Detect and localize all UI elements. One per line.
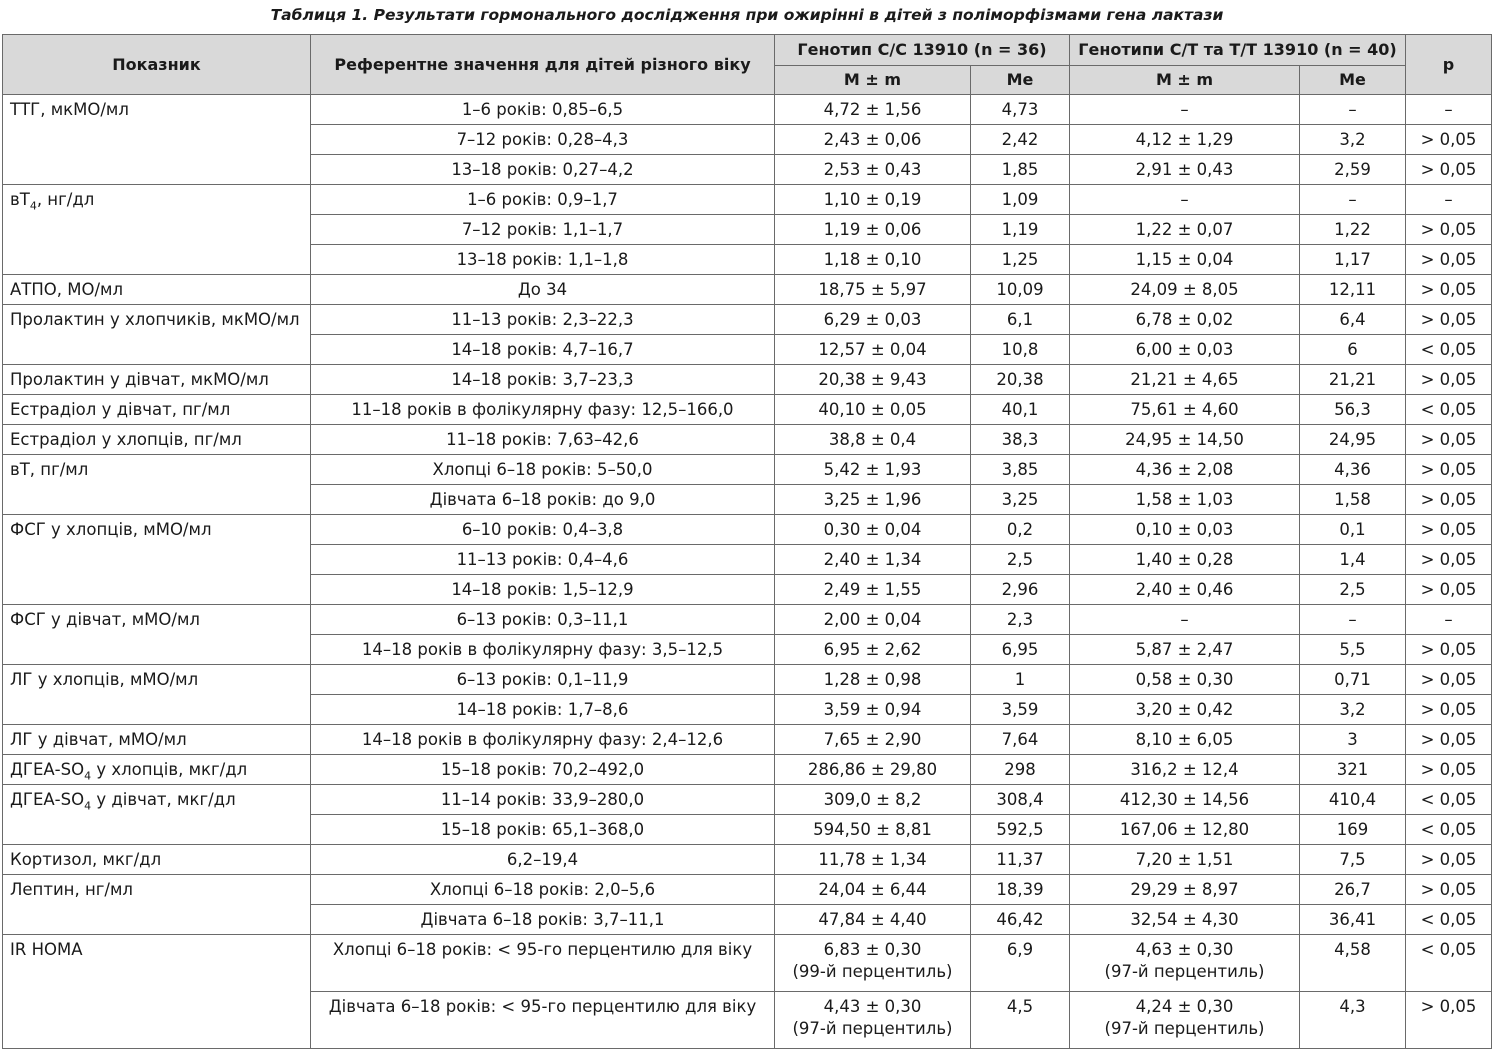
header-median-cc: Me — [971, 66, 1070, 95]
median-cc: 3,59 — [971, 695, 1070, 725]
header-median-ct-tt: Me — [1300, 66, 1406, 95]
reference-value: 15–18 років: 70,2–492,0 — [311, 755, 775, 785]
table-row — [3, 365, 1492, 395]
mean-ct-tt: 1,58 ± 1,03 — [1070, 485, 1300, 515]
indicator-name: Естрадіол у дівчат, пг/мл — [3, 395, 311, 425]
median-ct-tt: 6 — [1300, 335, 1406, 365]
table-header — [3, 35, 1492, 95]
p-value: > 0,05 — [1406, 425, 1492, 455]
p-value: > 0,05 — [1406, 665, 1492, 695]
p-value: > 0,05 — [1406, 455, 1492, 485]
reference-value: 11–13 років: 0,4–4,6 — [311, 545, 775, 575]
mean-cc: 18,75 ± 5,97 — [775, 275, 971, 305]
mean-ct-tt: 7,20 ± 1,51 — [1070, 845, 1300, 875]
median-cc: 4,5 — [971, 992, 1070, 1049]
mean-cc: 24,04 ± 6,44 — [775, 875, 971, 905]
indicator-name: IR HOMA — [3, 935, 311, 1049]
mean-ct-tt — [1070, 935, 1300, 992]
indicator-name: ДГЕА-$SO_4$ у дівчат, мкг/дл — [3, 785, 311, 845]
indicator-name: ФСГ у дівчат, мМО/мл — [3, 605, 311, 665]
table-body — [3, 95, 1492, 1049]
table-row — [3, 755, 1492, 785]
reference-value: До 34 — [311, 275, 775, 305]
median-cc: 18,39 — [971, 875, 1070, 905]
median-ct-tt: 56,3 — [1300, 395, 1406, 425]
mean-cc: 286,86 ± 29,80 — [775, 755, 971, 785]
mean-ct-tt-value: 4,24 ± 0,30 — [1135, 997, 1234, 1016]
median-ct-tt: 3,2 — [1300, 695, 1406, 725]
median-ct-tt: 0,1 — [1300, 515, 1406, 545]
mean-ct-tt: – — [1070, 95, 1300, 125]
mean-ct-tt: 2,40 ± 0,46 — [1070, 575, 1300, 605]
median-ct-tt: 4,58 — [1300, 935, 1406, 992]
reference-value: 1–6 років: 0,9–1,7 — [311, 185, 775, 215]
median-cc: 1,19 — [971, 215, 1070, 245]
mean-ct-tt: 21,21 ± 4,65 — [1070, 365, 1300, 395]
mean-ct-tt: 2,91 ± 0,43 — [1070, 155, 1300, 185]
table-row — [3, 935, 1492, 992]
p-value: > 0,05 — [1406, 545, 1492, 575]
reference-value: 11–14 років: 33,9–280,0 — [311, 785, 775, 815]
table-row — [3, 605, 1492, 635]
hormone-results-table — [2, 34, 1492, 1049]
mean-cc: 2,49 ± 1,55 — [775, 575, 971, 605]
mean-ct-tt: 412,30 ± 14,56 — [1070, 785, 1300, 815]
mean-ct-tt: – — [1070, 185, 1300, 215]
reference-value: 6–13 років: 0,3–11,1 — [311, 605, 775, 635]
header-mean-ct-tt: M ± m — [1070, 66, 1300, 95]
mean-ct-tt: 1,40 ± 0,28 — [1070, 545, 1300, 575]
mean-ct-tt: 0,58 ± 0,30 — [1070, 665, 1300, 695]
table-row — [3, 395, 1492, 425]
median-cc: 6,9 — [971, 935, 1070, 992]
p-value: > 0,05 — [1406, 755, 1492, 785]
reference-value: Дівчата 6–18 років: до 9,0 — [311, 485, 775, 515]
mean-cc: 594,50 ± 8,81 — [775, 815, 971, 845]
p-value: < 0,05 — [1406, 395, 1492, 425]
mean-ct-tt: 1,15 ± 0,04 — [1070, 245, 1300, 275]
mean-cc: 309,0 ± 8,2 — [775, 785, 971, 815]
reference-value: 14–18 років: 3,7–23,3 — [311, 365, 775, 395]
p-value: – — [1406, 95, 1492, 125]
reference-value: 13–18 років: 1,1–1,8 — [311, 245, 775, 275]
median-cc: 2,3 — [971, 605, 1070, 635]
mean-cc: 7,65 ± 2,90 — [775, 725, 971, 755]
median-ct-tt: 21,21 — [1300, 365, 1406, 395]
median-cc: 308,4 — [971, 785, 1070, 815]
mean-ct-tt: 4,12 ± 1,29 — [1070, 125, 1300, 155]
reference-value: Дівчата 6–18 років: < 95-го перцентилю для віку — [311, 992, 775, 1049]
header-mean-cc: M ± m — [775, 66, 971, 95]
mean-ct-tt — [1070, 992, 1300, 1049]
table-row — [3, 185, 1492, 215]
median-ct-tt: 3,2 — [1300, 125, 1406, 155]
mean-ct-tt: 1,22 ± 0,07 — [1070, 215, 1300, 245]
reference-value: 6–13 років: 0,1–11,9 — [311, 665, 775, 695]
reference-value: 7–12 років: 1,1–1,7 — [311, 215, 775, 245]
median-cc: 0,2 — [971, 515, 1070, 545]
mean-cc: 2,40 ± 1,34 — [775, 545, 971, 575]
table-row — [3, 785, 1492, 815]
mean-cc-percentile-note: (97-й перцентиль) — [792, 1019, 953, 1038]
mean-ct-tt: 6,00 ± 0,03 — [1070, 335, 1300, 365]
mean-cc: 1,10 ± 0,19 — [775, 185, 971, 215]
p-value: > 0,05 — [1406, 695, 1492, 725]
table-row — [3, 425, 1492, 455]
mean-cc: 6,29 ± 0,03 — [775, 305, 971, 335]
mean-cc: 1,18 ± 0,10 — [775, 245, 971, 275]
mean-ct-tt: 4,36 ± 2,08 — [1070, 455, 1300, 485]
reference-value: Хлопці 6–18 років: 2,0–5,6 — [311, 875, 775, 905]
median-cc: 11,37 — [971, 845, 1070, 875]
median-ct-tt: 4,3 — [1300, 992, 1406, 1049]
mean-ct-tt: – — [1070, 605, 1300, 635]
mean-cc: 5,42 ± 1,93 — [775, 455, 971, 485]
median-ct-tt: 7,5 — [1300, 845, 1406, 875]
reference-value: Дівчата 6–18 років: 3,7–11,1 — [311, 905, 775, 935]
median-ct-tt: 4,36 — [1300, 455, 1406, 485]
mean-cc: 20,38 ± 9,43 — [775, 365, 971, 395]
mean-cc-value: 4,43 ± 0,30 — [823, 997, 922, 1016]
p-value: < 0,05 — [1406, 815, 1492, 845]
mean-cc: 11,78 ± 1,34 — [775, 845, 971, 875]
mean-cc: 47,84 ± 4,40 — [775, 905, 971, 935]
p-value: < 0,05 — [1406, 335, 1492, 365]
reference-value: 11–18 років в фолікулярну фазу: 12,5–166,0 — [311, 395, 775, 425]
median-cc: 40,1 — [971, 395, 1070, 425]
median-cc: 1,25 — [971, 245, 1070, 275]
p-value: > 0,05 — [1406, 575, 1492, 605]
table-row — [3, 305, 1492, 335]
mean-cc: 2,00 ± 0,04 — [775, 605, 971, 635]
mean-ct-tt: 75,61 ± 4,60 — [1070, 395, 1300, 425]
median-ct-tt: 26,7 — [1300, 875, 1406, 905]
indicator-name: $вТ_4$, нг/дл — [3, 185, 311, 275]
median-cc: 7,64 — [971, 725, 1070, 755]
header-reference: Референтне значення для дітей різного віку — [311, 35, 775, 95]
median-ct-tt: 410,4 — [1300, 785, 1406, 815]
p-value: > 0,05 — [1406, 875, 1492, 905]
mean-ct-tt-percentile-note: (97-й перцентиль) — [1104, 1019, 1265, 1038]
median-cc: 6,95 — [971, 635, 1070, 665]
indicator-name: АТПО, МО/мл — [3, 275, 311, 305]
table-row — [3, 665, 1492, 695]
indicator-name: ТТГ, мкМО/мл — [3, 95, 311, 185]
median-ct-tt: 1,58 — [1300, 485, 1406, 515]
median-ct-tt: – — [1300, 605, 1406, 635]
median-cc: 6,1 — [971, 305, 1070, 335]
mean-cc: 1,19 ± 0,06 — [775, 215, 971, 245]
median-ct-tt: 3 — [1300, 725, 1406, 755]
table-row — [3, 725, 1492, 755]
reference-value: 14–18 років в фолікулярну фазу: 2,4–12,6 — [311, 725, 775, 755]
median-cc: 1,85 — [971, 155, 1070, 185]
median-cc: 298 — [971, 755, 1070, 785]
p-value: > 0,05 — [1406, 155, 1492, 185]
p-value: > 0,05 — [1406, 725, 1492, 755]
median-cc: 2,5 — [971, 545, 1070, 575]
reference-value: 11–13 років: 2,3–22,3 — [311, 305, 775, 335]
mean-cc-value: 6,83 ± 0,30 — [823, 940, 922, 959]
reference-value: 14–18 років в фолікулярну фазу: 3,5–12,5 — [311, 635, 775, 665]
p-value: – — [1406, 185, 1492, 215]
median-ct-tt: 169 — [1300, 815, 1406, 845]
indicator-name: Пролактин у хлопчиків, мкМО/мл — [3, 305, 311, 365]
header-indicator: Показник — [3, 35, 311, 95]
p-value: < 0,05 — [1406, 785, 1492, 815]
reference-value: Хлопці 6–18 років: < 95-го перцентилю для віку — [311, 935, 775, 992]
mean-ct-tt: 316,2 ± 12,4 — [1070, 755, 1300, 785]
median-cc: 3,25 — [971, 485, 1070, 515]
median-ct-tt: 1,17 — [1300, 245, 1406, 275]
median-ct-tt: 12,11 — [1300, 275, 1406, 305]
reference-value: 14–18 років: 4,7–16,7 — [311, 335, 775, 365]
mean-ct-tt: 5,87 ± 2,47 — [1070, 635, 1300, 665]
mean-cc: 12,57 ± 0,04 — [775, 335, 971, 365]
reference-value: 14–18 років: 1,5–12,9 — [311, 575, 775, 605]
p-value: > 0,05 — [1406, 992, 1492, 1049]
mean-ct-tt-value: 4,63 ± 0,30 — [1135, 940, 1234, 959]
median-cc: 1,09 — [971, 185, 1070, 215]
indicator-name: Естрадіол у хлопців, пг/мл — [3, 425, 311, 455]
mean-cc: 38,8 ± 0,4 — [775, 425, 971, 455]
reference-value: 11–18 років: 7,63–42,6 — [311, 425, 775, 455]
mean-ct-tt: 29,29 ± 8,97 — [1070, 875, 1300, 905]
p-value: > 0,05 — [1406, 245, 1492, 275]
indicator-name: ФСГ у хлопців, мМО/мл — [3, 515, 311, 605]
mean-ct-tt: 8,10 ± 6,05 — [1070, 725, 1300, 755]
median-cc: 2,42 — [971, 125, 1070, 155]
reference-value: 13–18 років: 0,27–4,2 — [311, 155, 775, 185]
median-cc: 46,42 — [971, 905, 1070, 935]
mean-cc: 2,53 ± 0,43 — [775, 155, 971, 185]
p-value: < 0,05 — [1406, 935, 1492, 992]
table-row — [3, 95, 1492, 125]
indicator-name: Лептин, нг/мл — [3, 875, 311, 935]
median-cc: 3,85 — [971, 455, 1070, 485]
median-cc: 20,38 — [971, 365, 1070, 395]
mean-ct-tt-percentile-note: (97-й перцентиль) — [1104, 962, 1265, 981]
median-ct-tt: 1,4 — [1300, 545, 1406, 575]
mean-cc: 6,95 ± 2,62 — [775, 635, 971, 665]
median-ct-tt: – — [1300, 185, 1406, 215]
p-value: > 0,05 — [1406, 215, 1492, 245]
mean-ct-tt: 24,09 ± 8,05 — [1070, 275, 1300, 305]
mean-cc: 2,43 ± 0,06 — [775, 125, 971, 155]
median-ct-tt: 0,71 — [1300, 665, 1406, 695]
mean-cc: 1,28 ± 0,98 — [775, 665, 971, 695]
p-value: > 0,05 — [1406, 365, 1492, 395]
table-row — [3, 875, 1492, 905]
mean-ct-tt: 32,54 ± 4,30 — [1070, 905, 1300, 935]
reference-value: 7–12 років: 0,28–4,3 — [311, 125, 775, 155]
mean-ct-tt: 0,10 ± 0,03 — [1070, 515, 1300, 545]
indicator-name: ЛГ у хлопців, мМО/мл — [3, 665, 311, 725]
median-ct-tt: 24,95 — [1300, 425, 1406, 455]
reference-value: 15–18 років: 65,1–368,0 — [311, 815, 775, 845]
mean-cc — [775, 935, 971, 992]
header-group-cc: Генотип С/С 13910 (n = 36) — [775, 35, 1070, 66]
mean-ct-tt: 167,06 ± 12,80 — [1070, 815, 1300, 845]
reference-value: 6–10 років: 0,4–3,8 — [311, 515, 775, 545]
reference-value: Хлопці 6–18 років: 5–50,0 — [311, 455, 775, 485]
median-cc: 10,09 — [971, 275, 1070, 305]
table-row — [3, 845, 1492, 875]
table-row — [3, 515, 1492, 545]
indicator-name: ДГЕА-$SO_4$ у хлопців, мкг/дл — [3, 755, 311, 785]
mean-cc — [775, 992, 971, 1049]
mean-cc: 0,30 ± 0,04 — [775, 515, 971, 545]
median-cc: 1 — [971, 665, 1070, 695]
reference-value: 14–18 років: 1,7–8,6 — [311, 695, 775, 725]
mean-ct-tt: 6,78 ± 0,02 — [1070, 305, 1300, 335]
indicator-name: вТ, пг/мл — [3, 455, 311, 515]
mean-ct-tt: 24,95 ± 14,50 — [1070, 425, 1300, 455]
median-ct-tt: 1,22 — [1300, 215, 1406, 245]
median-ct-tt: 2,59 — [1300, 155, 1406, 185]
reference-value: 1–6 років: 0,85–6,5 — [311, 95, 775, 125]
mean-ct-tt: 3,20 ± 0,42 — [1070, 695, 1300, 725]
reference-value: 6,2–19,4 — [311, 845, 775, 875]
mean-cc: 3,59 ± 0,94 — [775, 695, 971, 725]
table-row — [3, 455, 1492, 485]
median-cc: 2,96 — [971, 575, 1070, 605]
median-ct-tt: 5,5 — [1300, 635, 1406, 665]
median-cc: 10,8 — [971, 335, 1070, 365]
p-value: > 0,05 — [1406, 635, 1492, 665]
p-value: – — [1406, 605, 1492, 635]
median-ct-tt: – — [1300, 95, 1406, 125]
mean-cc: 40,10 ± 0,05 — [775, 395, 971, 425]
p-value: < 0,05 — [1406, 905, 1492, 935]
mean-cc-percentile-note: (99-й перцентиль) — [792, 962, 953, 981]
table-row — [3, 275, 1492, 305]
indicator-name: Кортизол, мкг/дл — [3, 845, 311, 875]
median-ct-tt: 6,4 — [1300, 305, 1406, 335]
indicator-name: ЛГ у дівчат, мМО/мл — [3, 725, 311, 755]
header-group-ct-tt: Генотипи С/Т та Т/Т 13910 (n = 40) — [1070, 35, 1406, 66]
table-caption: Таблиця 1. Результати гормонального дослідження при ожирінні в дітей з поліморфізмами гена лактази — [270, 6, 1224, 24]
header-p: p — [1406, 35, 1492, 95]
p-value: > 0,05 — [1406, 485, 1492, 515]
median-cc: 592,5 — [971, 815, 1070, 845]
median-ct-tt: 321 — [1300, 755, 1406, 785]
p-value: > 0,05 — [1406, 305, 1492, 335]
p-value: > 0,05 — [1406, 845, 1492, 875]
mean-cc: 3,25 ± 1,96 — [775, 485, 971, 515]
p-value: > 0,05 — [1406, 125, 1492, 155]
p-value: > 0,05 — [1406, 515, 1492, 545]
median-cc: 38,3 — [971, 425, 1070, 455]
p-value: > 0,05 — [1406, 275, 1492, 305]
mean-cc: 4,72 ± 1,56 — [775, 95, 971, 125]
indicator-name: Пролактин у дівчат, мкМО/мл — [3, 365, 311, 395]
median-ct-tt: 2,5 — [1300, 575, 1406, 605]
median-ct-tt: 36,41 — [1300, 905, 1406, 935]
median-cc: 4,73 — [971, 95, 1070, 125]
